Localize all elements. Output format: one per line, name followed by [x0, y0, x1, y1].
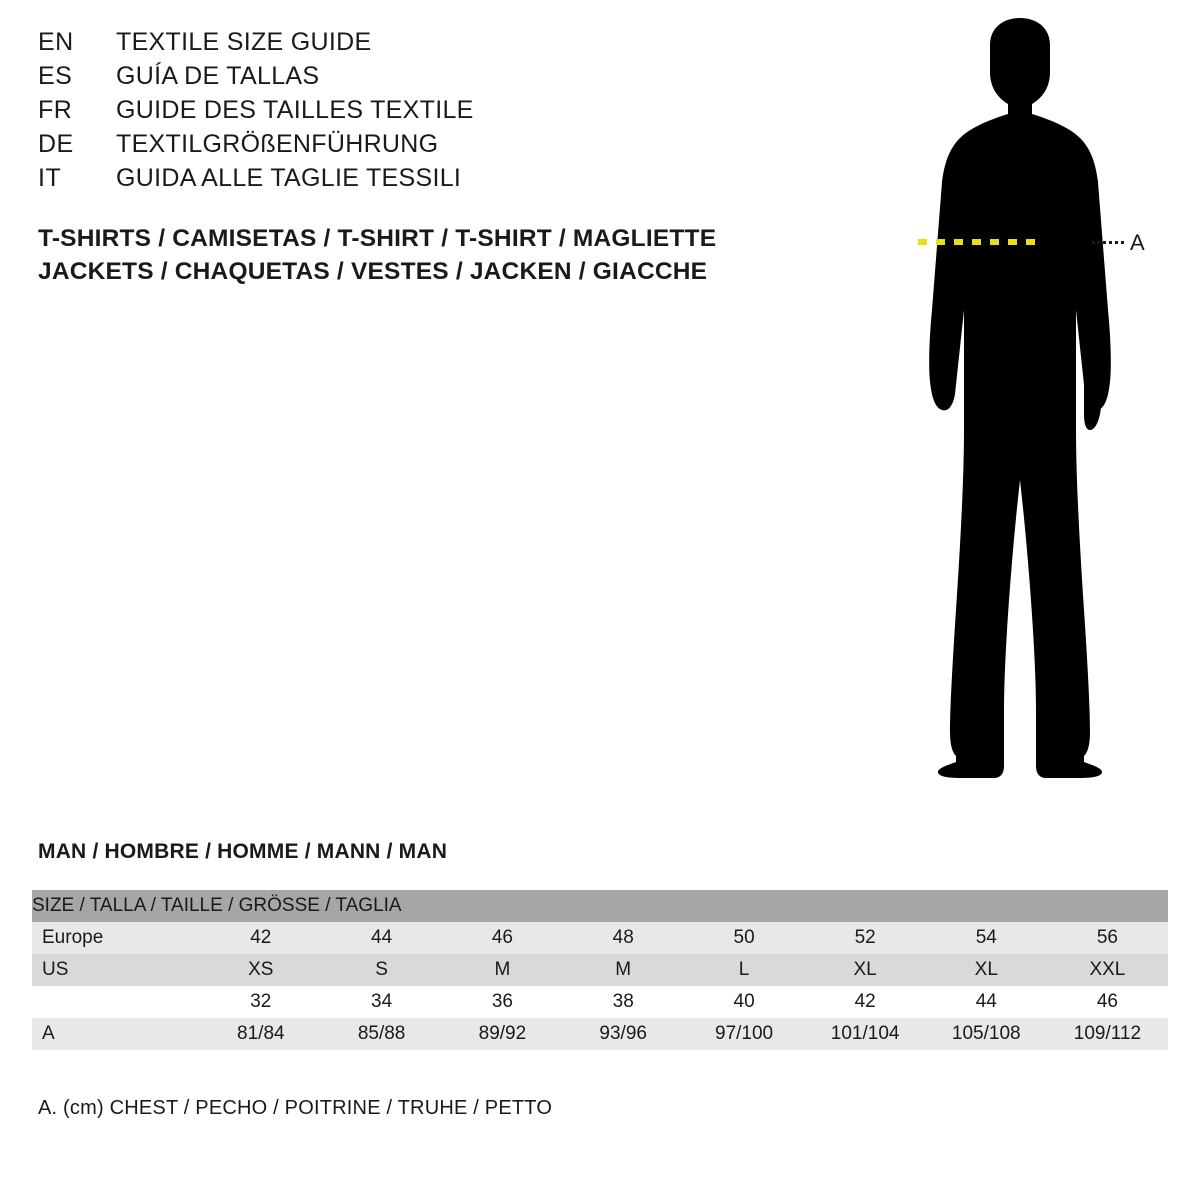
- language-title: TEXTILE SIZE GUIDE: [116, 28, 372, 56]
- table-cell: 101/104: [830, 1023, 900, 1044]
- category-list: [38, 222, 798, 288]
- language-row: [38, 96, 758, 130]
- category-jackets: JACKETS / CHAQUETAS / VESTES / JACKEN / GIACCHE: [38, 258, 708, 285]
- row-label: US: [42, 959, 69, 980]
- table-cell: XS: [248, 959, 274, 980]
- language-code: ES: [38, 62, 73, 90]
- language-title: GUIDE DES TAILLES TEXTILE: [116, 96, 474, 124]
- language-code: IT: [38, 164, 62, 192]
- table-cell: XL: [974, 959, 998, 980]
- table-cell: 54: [975, 927, 997, 948]
- language-row: [38, 28, 758, 62]
- table-row: [32, 986, 1168, 1018]
- language-code: FR: [38, 96, 73, 124]
- table-cell: 81/84: [237, 1023, 285, 1044]
- table-group-title: MAN / HOMBRE / HOMME / MANN / MAN: [38, 840, 448, 863]
- table-cell: 38: [612, 991, 634, 1012]
- table-cell: 42: [854, 991, 876, 1012]
- table-cell: 46: [491, 927, 513, 948]
- table-row: [32, 1018, 1168, 1050]
- table-cell: 105/108: [951, 1023, 1021, 1044]
- table-cell: 85/88: [357, 1023, 406, 1044]
- category-tshirts: T-SHIRTS / CAMISETAS / T-SHIRT / T-SHIRT / MAGLIETTE: [38, 225, 717, 252]
- row-label: Europe: [42, 927, 104, 948]
- table-cell: 36: [491, 991, 513, 1012]
- table-cell: 97/100: [715, 1023, 774, 1044]
- table-cell: XXL: [1089, 959, 1126, 980]
- table-cell: 42: [250, 927, 272, 948]
- language-row: [38, 62, 758, 96]
- table-cell: 50: [733, 927, 755, 948]
- measurement-footnote: A. (cm) CHEST / PECHO / POITRINE / TRUHE / PETTO: [38, 1097, 553, 1119]
- table-cell: 109/112: [1073, 1023, 1142, 1044]
- table-cell: 32: [250, 991, 272, 1012]
- language-code: EN: [38, 28, 74, 56]
- language-row: [38, 164, 758, 198]
- table-cell: 40: [733, 991, 755, 1012]
- language-title: TEXTILGRÖßENFÜHRUNG: [116, 130, 439, 158]
- measure-leader-line: [1092, 241, 1124, 244]
- table-cell: 52: [854, 927, 876, 948]
- table-cell: XL: [853, 959, 877, 980]
- table-cell: 56: [1096, 927, 1118, 948]
- table-cell: M: [615, 959, 632, 980]
- language-title: GUIDA ALLE TAGLIE TESSILI: [116, 164, 462, 192]
- man-silhouette-path: [929, 18, 1111, 778]
- language-code: DE: [38, 130, 74, 158]
- hand-detail-path: [1084, 370, 1102, 430]
- table-cell: L: [738, 959, 750, 980]
- table-cell: 46: [1096, 991, 1118, 1012]
- language-list: [38, 28, 758, 198]
- table-cell: 44: [371, 927, 393, 948]
- table-row: [32, 922, 1168, 954]
- table-cell: 48: [612, 927, 634, 948]
- table-header-label: SIZE / TALLA / TAILLE / GRÖSSE / TAGLIA: [32, 895, 402, 916]
- table-cell: S: [375, 959, 388, 980]
- table-cell: 93/96: [599, 1023, 647, 1044]
- row-label: A: [42, 1023, 55, 1044]
- silhouette-svg: [840, 10, 1180, 790]
- table-cell: 34: [371, 991, 393, 1012]
- language-title: GUÍA DE TALLAS: [116, 62, 320, 90]
- table-cell: M: [494, 959, 511, 980]
- table-header-row: [32, 890, 1168, 922]
- body-silhouette-figure: [840, 10, 1180, 790]
- language-row: [38, 130, 758, 164]
- size-table: [32, 890, 1168, 1050]
- table-row: [32, 954, 1168, 986]
- table-cell: 89/92: [478, 1023, 527, 1044]
- table-cell: 44: [975, 991, 997, 1012]
- row-label: [32, 986, 200, 1018]
- measure-label-a: A: [1130, 230, 1145, 255]
